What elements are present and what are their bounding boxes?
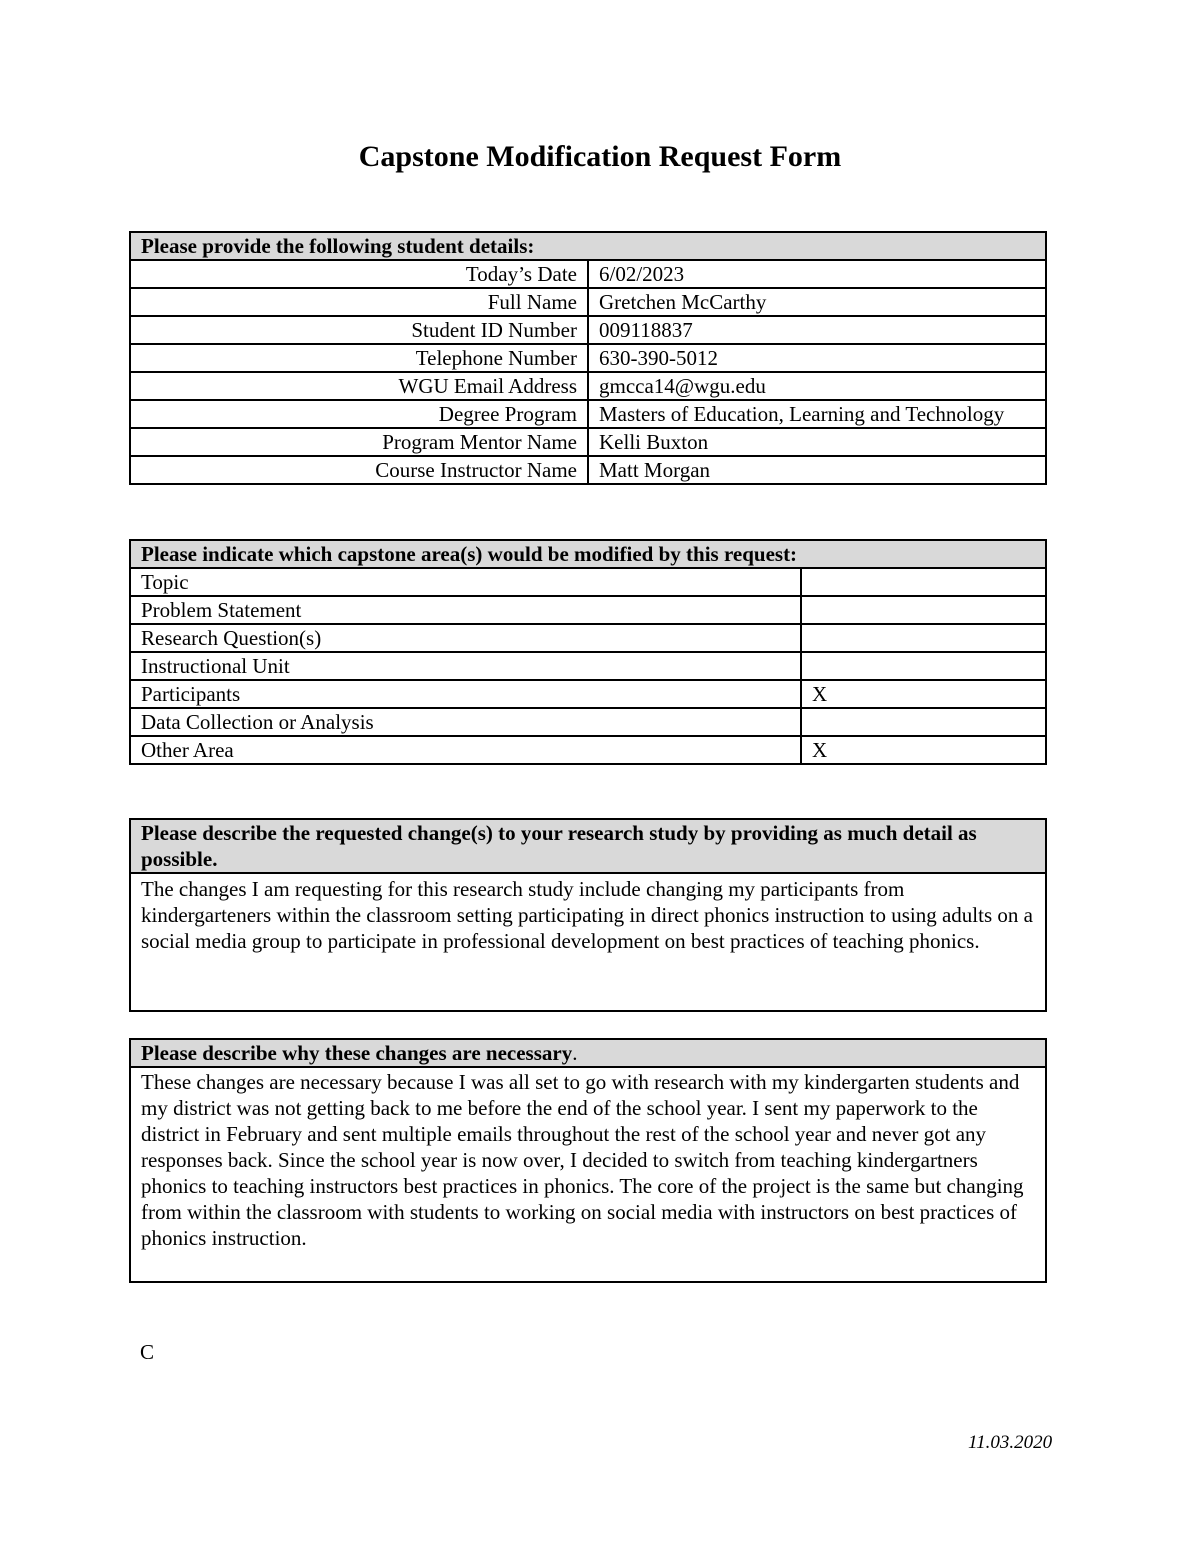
- telephone-label: Telephone Number: [130, 344, 588, 372]
- program-mentor-value: Kelli Buxton: [588, 428, 1046, 456]
- course-instructor-label: Course Instructor Name: [130, 456, 588, 484]
- degree-program-value: Masters of Education, Learning and Technology: [588, 400, 1046, 428]
- todays-date-label: Today’s Date: [130, 260, 588, 288]
- stray-letter: C: [140, 1340, 155, 1364]
- full-name-value: Gretchen McCarthy: [588, 288, 1046, 316]
- table-row: [130, 288, 1046, 316]
- area-participants-mark: X: [801, 680, 1046, 708]
- email-value: gmcca14@wgu.edu: [588, 372, 1046, 400]
- table-row: [130, 456, 1046, 484]
- area-problem-statement-mark: [801, 596, 1046, 624]
- area-instructional-unit-label: Instructional Unit: [130, 652, 801, 680]
- student-details-table: [129, 231, 1047, 485]
- area-topic-mark: [801, 568, 1046, 596]
- necessity-header: [130, 1039, 1046, 1067]
- student-id-value: 009118837: [588, 316, 1046, 344]
- table-row: [130, 260, 1046, 288]
- table-row: [130, 316, 1046, 344]
- email-label: WGU Email Address: [130, 372, 588, 400]
- table-row: [130, 708, 1046, 736]
- capstone-areas-header: Please indicate which capstone area(s) would be modified by this request:: [130, 540, 1046, 568]
- telephone-value: 630-390-5012: [588, 344, 1046, 372]
- area-data-collection-label: Data Collection or Analysis: [130, 708, 801, 736]
- area-topic-label: Topic: [130, 568, 801, 596]
- degree-program-label: Degree Program: [130, 400, 588, 428]
- area-data-collection-mark: [801, 708, 1046, 736]
- necessity-header-text: Please describe why these changes are necessary: [141, 1041, 573, 1065]
- area-research-questions-label: Research Question(s): [130, 624, 801, 652]
- necessity-table: [129, 1038, 1047, 1283]
- student-details-header: Please provide the following student details:: [130, 232, 1046, 260]
- footer-date: 11.03.2020: [968, 1432, 1053, 1453]
- area-problem-statement-label: Problem Statement: [130, 596, 801, 624]
- table-row: [130, 372, 1046, 400]
- area-research-questions-mark: [801, 624, 1046, 652]
- table-row: [130, 680, 1046, 708]
- table-row: [130, 400, 1046, 428]
- table-row: [130, 596, 1046, 624]
- requested-changes-text: The changes I am requesting for this research study include changing my participants from kindergarteners within the classroom setting participating in direct phonics instruction to using adults on a social media group to participate in professional development on best practices of teaching phonics.: [130, 873, 1046, 1011]
- area-participants-label: Participants: [130, 680, 801, 708]
- table-row: [130, 736, 1046, 764]
- table-row: [130, 568, 1046, 596]
- todays-date-value: 6/02/2023: [588, 260, 1046, 288]
- requested-changes-table: [129, 818, 1047, 1012]
- student-id-label: Student ID Number: [130, 316, 588, 344]
- capstone-areas-table: [129, 539, 1047, 765]
- necessity-text: These changes are necessary because I was all set to go with research with my kindergarten students and my district was not getting back to me before the end of the school year. I sent my paperwork to the district in February and sent multiple emails throughout the rest of the school year and never got any responses back. Since the school year is now over, I decided to switch from teaching kindergartners phonics to teaching instructors best practices in phonics. The core of the project is the same but changing from within the classroom with students to working on social media with instructors on best practices of phonics instruction.: [130, 1067, 1046, 1282]
- table-row: [130, 344, 1046, 372]
- form-title: Capstone Modification Request Form: [358, 140, 842, 173]
- course-instructor-value: Matt Morgan: [588, 456, 1046, 484]
- requested-changes-header: Please describe the requested change(s) to your research study by providing as much detail as possible.: [130, 819, 1046, 873]
- area-other-mark: X: [801, 736, 1046, 764]
- table-row: [130, 652, 1046, 680]
- table-row: [130, 624, 1046, 652]
- area-other-label: Other Area: [130, 736, 801, 764]
- necessity-header-period: .: [572, 1041, 578, 1065]
- program-mentor-label: Program Mentor Name: [130, 428, 588, 456]
- table-row: [130, 428, 1046, 456]
- area-instructional-unit-mark: [801, 652, 1046, 680]
- full-name-label: Full Name: [130, 288, 588, 316]
